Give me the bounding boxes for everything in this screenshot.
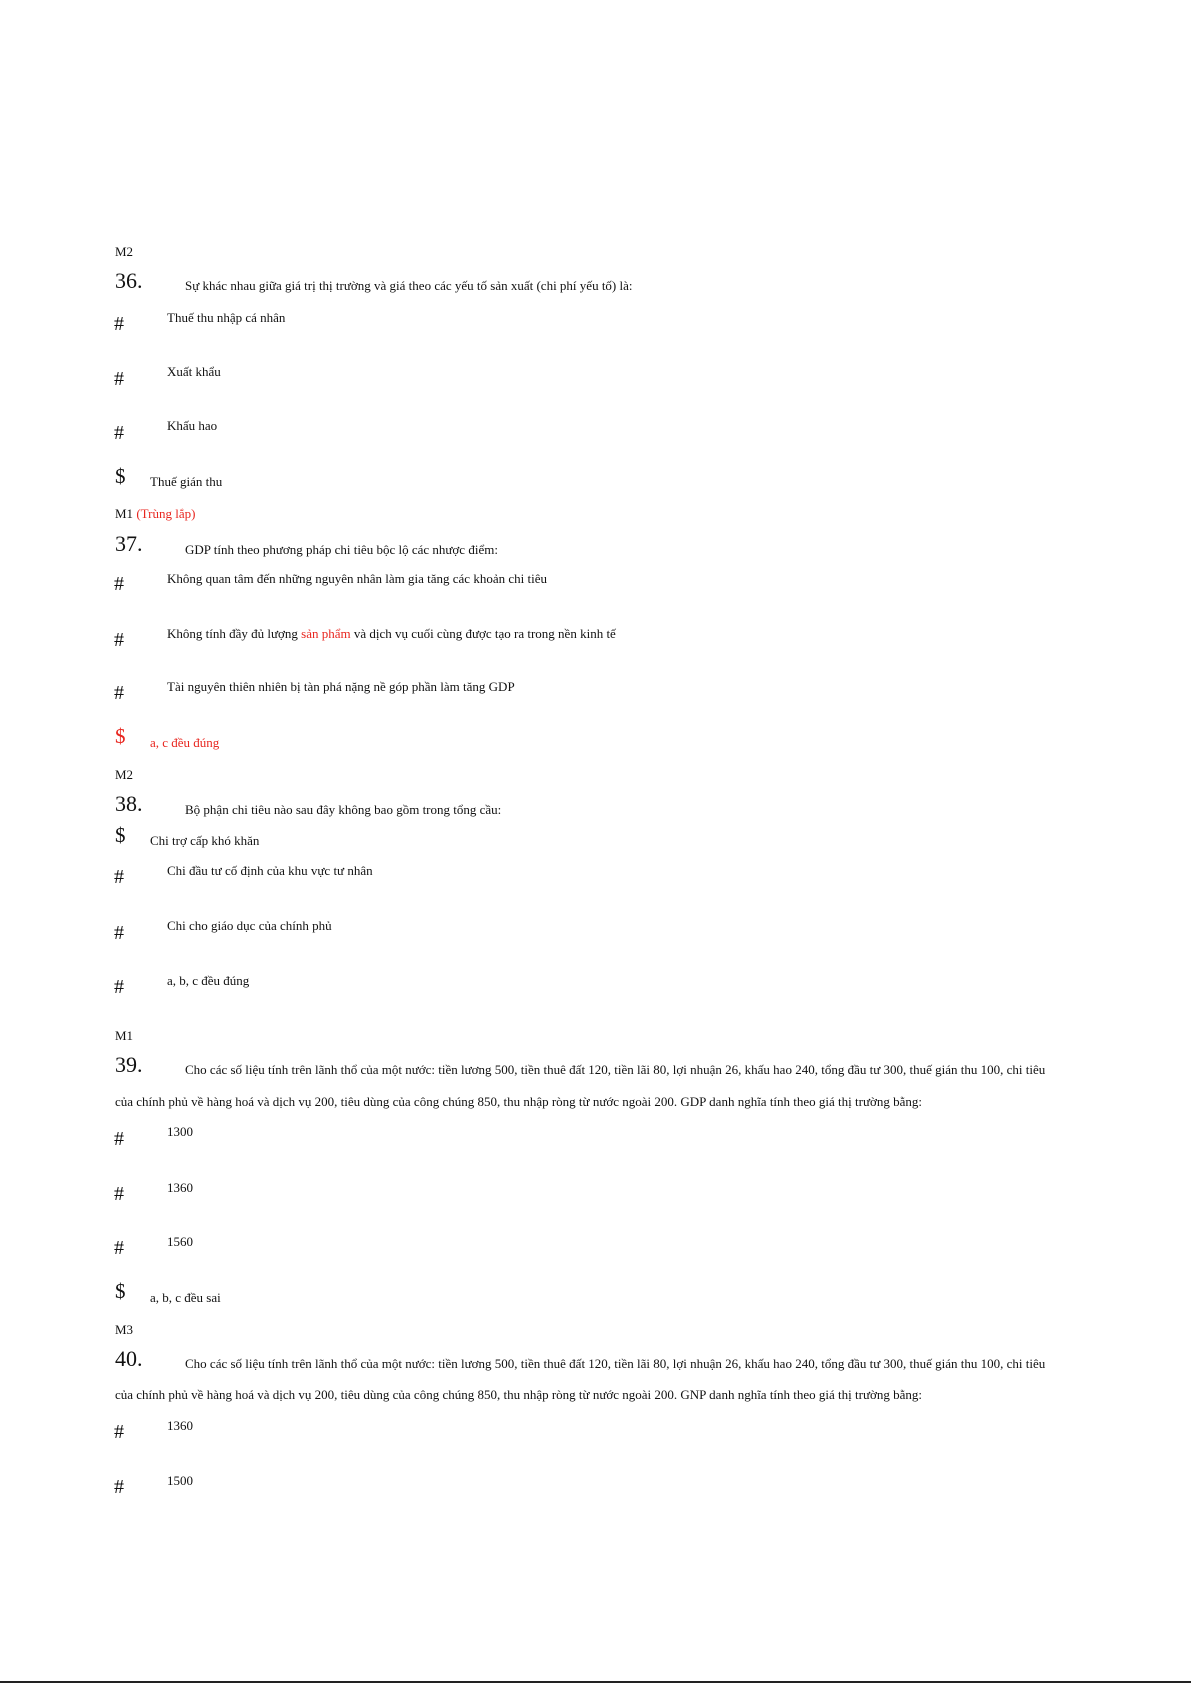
- question-text-line2: của chính phủ về hàng hoá và dịch vụ 200, tiêu dùng của công chúng 850, thu nhập ròng từ nước ngoài 200. GDP danh nghĩa tính theo giá thị trường bằng:: [115, 1094, 923, 1109]
- question-text: GDP tính theo phương pháp chi tiêu bộc lộ các nhược điểm:: [185, 542, 498, 557]
- option-mark: $: [115, 1279, 126, 1303]
- question-level: M1: [115, 1028, 134, 1043]
- option-mark: #: [114, 368, 124, 390]
- option-text-before: Không tính đầy đủ lượng: [167, 626, 302, 641]
- option-text: Chi trợ cấp khó khăn: [150, 833, 260, 848]
- option-text: Thuế thu nhập cá nhân: [167, 310, 286, 325]
- question-text: Bộ phận chi tiêu nào sau đây không bao gồm trong tổng cầu:: [185, 802, 502, 817]
- option-mark: #: [114, 422, 124, 444]
- option-mark: #: [114, 922, 124, 944]
- question-level-label: M1: [115, 506, 134, 521]
- option-mark: #: [114, 1421, 124, 1443]
- question-level: M2: [115, 244, 134, 259]
- option-mark: #: [114, 976, 124, 998]
- option-text: Không quan tâm đến những nguyên nhân làm gia tăng các khoản chi tiêu: [167, 571, 547, 586]
- option-mark: #: [114, 682, 124, 704]
- page-bottom-rule: [0, 1681, 1191, 1683]
- option-mark: $: [115, 724, 126, 748]
- question-number: 38.: [115, 791, 143, 816]
- option-mark: #: [114, 313, 124, 335]
- option-text: Chi đầu tư cố định của khu vực tư nhân: [167, 863, 373, 878]
- question-level: M3: [115, 1322, 134, 1337]
- option-text: 1500: [167, 1473, 193, 1488]
- option-mark: #: [114, 1183, 124, 1205]
- duplicate-note: (Trùng lắp): [136, 506, 196, 521]
- option-text: 1300: [167, 1124, 193, 1139]
- option-mark: #: [114, 866, 124, 888]
- question-number: 36.: [115, 268, 143, 293]
- question-level: M2: [115, 767, 134, 782]
- option-mark: #: [114, 1476, 124, 1498]
- option-mark: #: [114, 629, 124, 651]
- option-mark: $: [115, 823, 126, 847]
- question-number: 37.: [115, 531, 143, 556]
- option-mark: $: [115, 464, 126, 488]
- option-text: a, c đều đúng: [150, 735, 220, 750]
- option-text: a, b, c đều sai: [150, 1290, 221, 1305]
- option-mark: #: [114, 1237, 124, 1259]
- option-text-after: và dịch vụ cuối cùng được tạo ra trong nền kinh tế: [350, 626, 616, 641]
- highlighted-term: sản phẩm: [301, 626, 351, 641]
- question-text: Sự khác nhau giữa giá trị thị trường và giá theo các yếu tố sản xuất (chi phí yếu tố) là:: [185, 278, 633, 293]
- question-level: [115, 506, 195, 522]
- option-mark: #: [114, 573, 124, 595]
- option-text: [167, 626, 616, 642]
- option-mark: #: [114, 1128, 124, 1150]
- option-text: Xuất khẩu: [167, 364, 221, 379]
- option-text: Tài nguyên thiên nhiên bị tàn phá nặng nề góp phần làm tăng GDP: [167, 679, 515, 694]
- option-text: 1360: [167, 1418, 193, 1433]
- option-text: Thuế gián thu: [150, 474, 223, 489]
- option-text: Chi cho giáo dục của chính phủ: [167, 918, 332, 933]
- option-text: 1560: [167, 1234, 193, 1249]
- option-text: Khấu hao: [167, 418, 218, 433]
- question-text-line1: Cho các số liệu tính trên lãnh thổ của một nước: tiền lương 500, tiền thuê đất 120, tiền lãi 80, lợi nhuận 26, khấu hao 240, tổng đầu tư 300, thuế gián thu 100, chi tiêu: [185, 1062, 1046, 1077]
- question-text-line2: của chính phủ về hàng hoá và dịch vụ 200, tiêu dùng của công chúng 850, thu nhập ròng từ nước ngoài 200. GNP danh nghĩa tính theo giá thị trường bằng:: [115, 1387, 923, 1402]
- question-text-line1: Cho các số liệu tính trên lãnh thổ của một nước: tiền lương 500, tiền thuê đất 120, tiền lãi 80, lợi nhuận 26, khấu hao 240, tổng đầu tư 300, thuế gián thu 100, chi tiêu: [185, 1356, 1046, 1371]
- option-text: 1360: [167, 1180, 193, 1195]
- question-number: 39.: [115, 1052, 143, 1077]
- option-text: a, b, c đều đúng: [167, 973, 250, 988]
- question-number: 40.: [115, 1346, 143, 1371]
